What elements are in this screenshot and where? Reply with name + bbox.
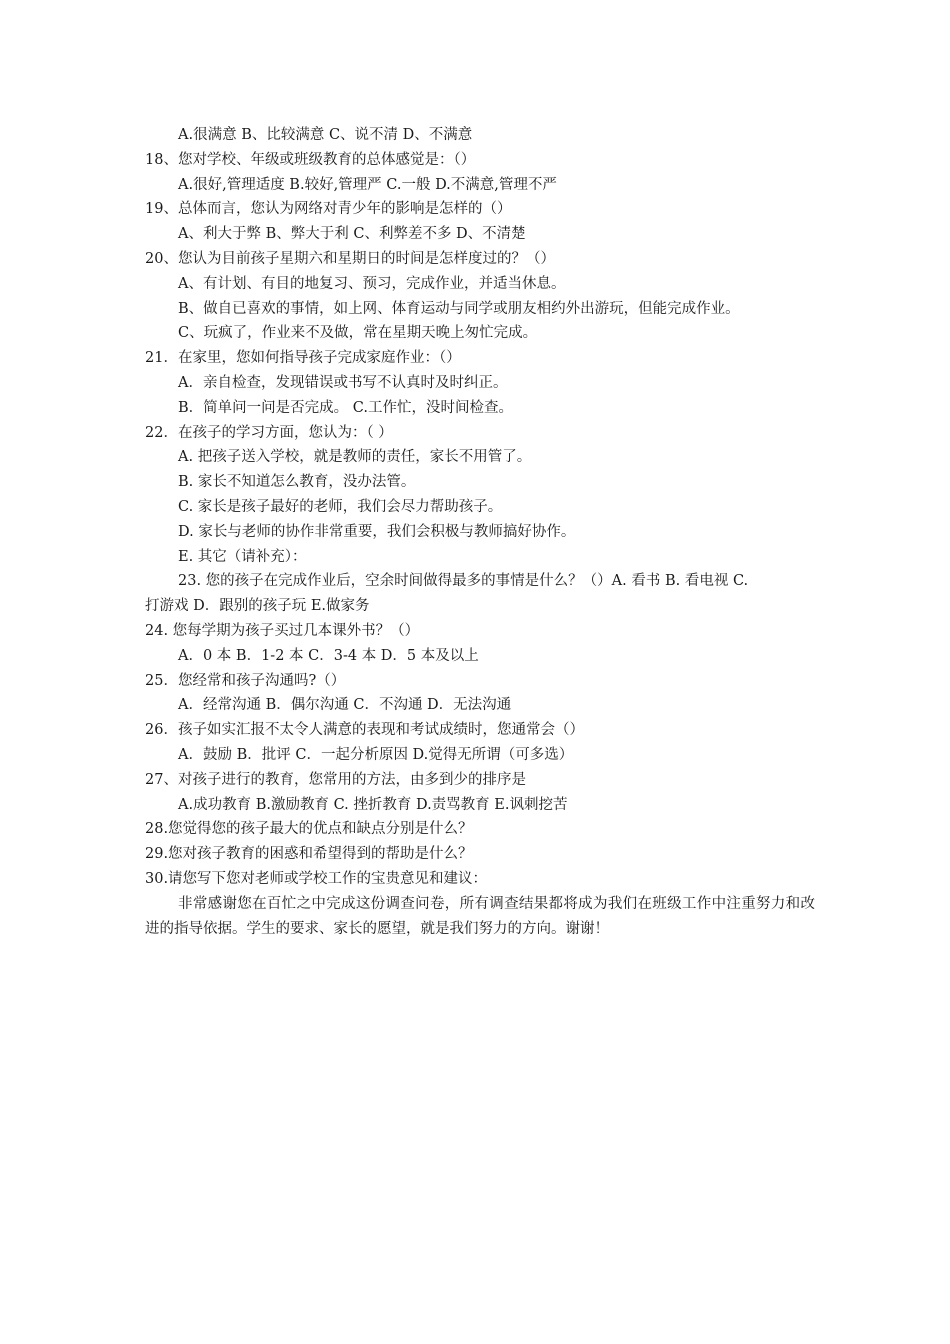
q22-option-a: A. 把孩子送入学校，就是教师的责任，家长不用管了。 [178,449,532,466]
q26-options: A．鼓励 B．批评 C．一起分析原因 D.觉得无所谓（可多选） [178,746,574,763]
question-26: 26．孩子如实汇报不太令人满意的表现和考试成绩时，您通常会（） [145,722,584,739]
q22-option-d: D. 家长与老师的协作非常重要，我们会积极与教师搞好协作。 [178,523,576,540]
question-27: 27、对孩子进行的教育，您常用的方法，由多到少的排序是 [145,771,526,788]
question-28: 28.您觉得您的孩子最大的优点和缺点分别是什么？ [145,821,473,838]
question-20: 20、您认为目前孩子星期六和星期日的时间是怎样度过的？（） [145,250,555,267]
q25-options: A．经常沟通 B．偶尔沟通 C．不沟通 D．无法沟通 [178,697,512,714]
question-21: 21．在家里，您如何指导孩子完成家庭作业：（） [145,350,461,367]
question-29: 29.您对孩子教育的困惑和希望得到的帮助是什么？ [145,846,473,863]
question-24: 24. 您每学期为孩子买过几本课外书？（） [145,622,420,639]
q18-options: A.很好,管理适度 B.较好,管理严 C.一般 D.不满意,管理不严 [178,176,557,193]
q22-option-b: B. 家长不知道怎么教育，没办法管。 [178,474,416,491]
q24-options: A．0 本 B．1-2 本 C．3-4 本 D．5 本及以上 [178,647,479,664]
question-18: 18、您对学校、年级或班级教育的总体感觉是：（） [145,151,476,168]
question-22: 22．在孩子的学习方面，您认为：（ ） [145,424,393,441]
q27-options: A.成功教育 B.激励教育 C. 挫折教育 D.责骂教育 E.讽刺挖苦 [178,796,568,813]
q20-option-a: A、有计划、有目的地复习、预习，完成作业，并适当休息。 [178,275,566,292]
q20-option-b: B、做自已喜欢的事情，如上网、体育运动与同学或朋友相约外出游玩，但能完成作业。 [178,300,740,317]
q20-option-c: C、玩疯了，作业来不及做，常在星期天晚上匆忙完成。 [178,325,538,342]
question-19: 19、总体而言，您认为网络对青少年的影响是怎样的（） [145,201,512,218]
question-25: 25．您经常和孩子沟通吗?（） [145,672,346,689]
question-23-line-2: 打游戏 D．跟别的孩子玩 E.做家务 [145,598,370,615]
q21-option-b: B．简单问一问是否完成。 C.工作忙，没时间检查。 [178,399,513,416]
closing-paragraph: 非常感谢您在百忙之中完成这份调查问卷，所有调查结果都将成为我们在班级工作中注重努力和改进的指导依据。学生的要求、家长的愿望，就是我们努力的方向。谢谢！ [145,895,815,937]
q22-option-c: C. 家长是孩子最好的老师，我们会尽力帮助孩子。 [178,498,503,515]
q21-option-a: A．亲自检查，发现错误或书写不认真时及时纠正。 [178,374,508,391]
q22-option-e: E. 其它（请补充）： [178,548,307,565]
question-23-line-1: 23. 您的孩子在完成作业后，空余时间做得最多的事情是什么？（）A. 看书 B. 看电视 C. [178,573,749,590]
question-30: 30.请您写下您对老师或学校工作的宝贵意见和建议： [145,870,488,887]
q19-options: A、利大于弊 B、弊大于利 C、利弊差不多 D、不清楚 [178,226,526,243]
questionnaire-page [145,123,815,941]
q17-options: A.很满意 B、比较满意 C、说不清 D、不满意 [178,127,473,143]
